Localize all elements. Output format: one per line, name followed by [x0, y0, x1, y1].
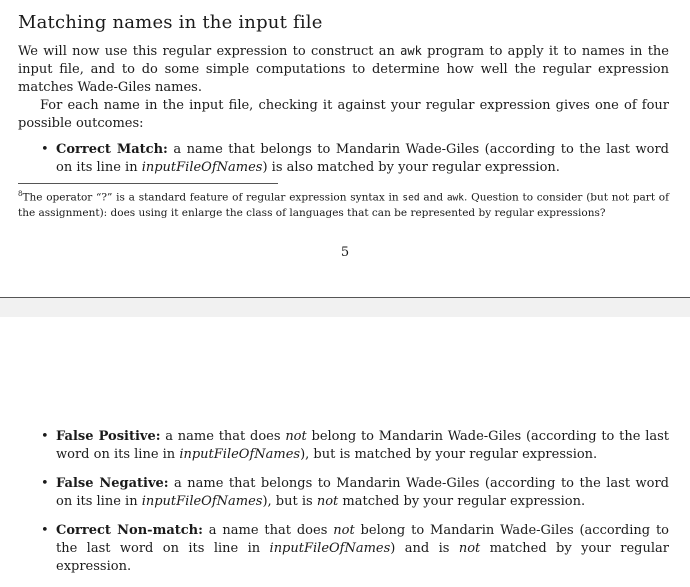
page-6	[0, 317, 690, 574]
footnote: $^8$The operator “?” is a standard feature of regular expression syntax in sed and awk. Question to consider (but not part of the assignment): does using it enlarge the class of languages that can be represented by regular expressions?	[18, 190, 670, 219]
page-number: 5	[340, 245, 350, 260]
bullet-icon: •	[41, 142, 49, 157]
footnote-rule	[18, 183, 278, 184]
section-body	[18, 12, 669, 177]
bullet-icon: •	[41, 523, 49, 538]
bullet-icon: •	[41, 476, 49, 491]
outcome-false-positive: • False Positive: a name that does not belong to Mandarin Wade-Giles (according to the last word on its line in inputFileOfNames), but is matched by your regular expression.	[41, 429, 669, 462]
outcome-correct-match: • Correct Match: a name that belongs to Mandarin Wade-Giles (according to the last word on its line in inputFileOfNames) is also matched by your regular expression.	[41, 142, 669, 175]
bullet-icon: •	[41, 429, 49, 444]
intro-paragraph: We will now use this regular expression to construct an awk program to apply it to names in the input file, and to do some simple computations to determine how well the regular expression matches Wade-Giles names.	[18, 44, 669, 95]
outcome-list-page2	[18, 428, 669, 587]
outcome-false-negative: • False Negative: a name that belongs to Mandarin Wade-Giles (according to the last word on its line in inputFileOfNames), but is not matched by your regular expression.	[41, 476, 669, 509]
outcome-correct-non-match: • Correct Non-match: a name that does not belong to Mandarin Wade-Giles (according to the last word on its line in inputFileOfNames) and is not matched by your regular expression.	[41, 523, 669, 574]
outcome-list-page1	[18, 141, 669, 177]
outcomes-intro-paragraph: For each name in the input file, checking it against your regular expression gives one of four possible outcomes:	[18, 98, 669, 131]
section-heading: Matching names in the input file	[18, 12, 323, 33]
awk-code: awk	[400, 44, 422, 58]
page-gap	[0, 298, 690, 317]
